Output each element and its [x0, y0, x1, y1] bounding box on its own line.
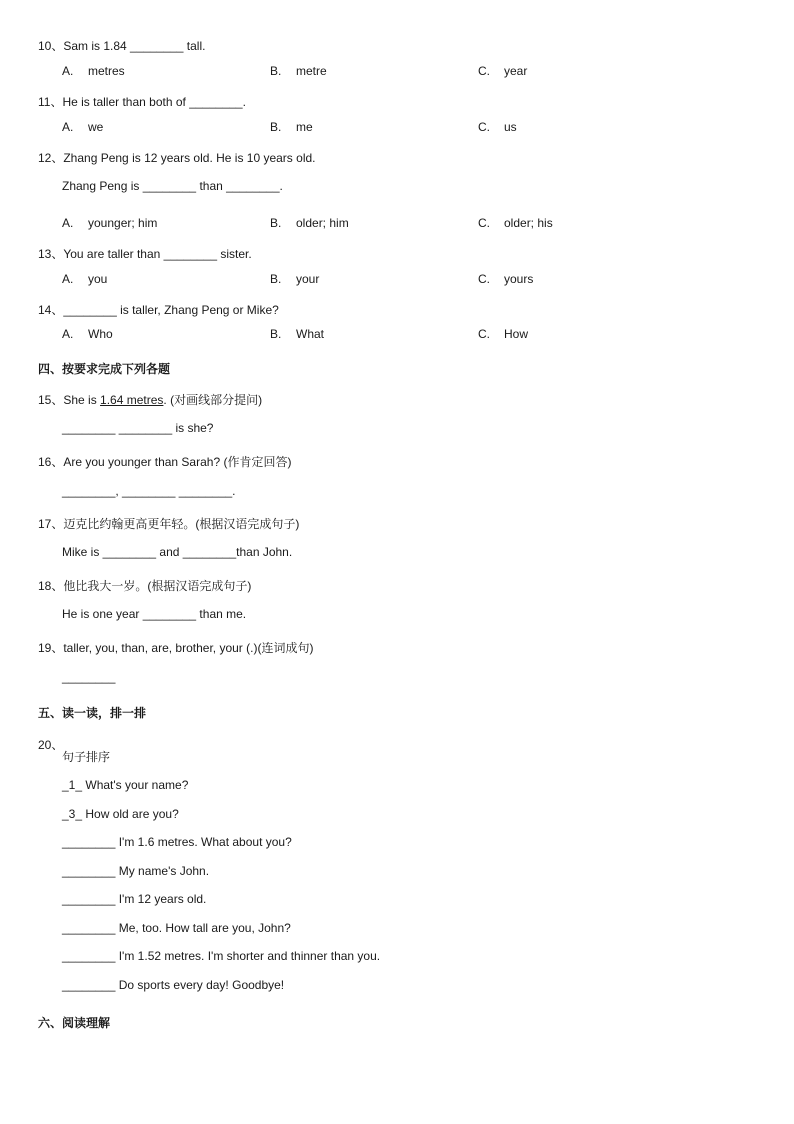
option-text: metre: [296, 64, 327, 78]
sequence-text: I'm 12 years old.: [115, 892, 207, 906]
section-4-heading: 四、按要求完成下列各题: [38, 362, 171, 376]
option-letter: B.: [270, 216, 282, 230]
option-letter: C.: [478, 327, 490, 341]
sequence-blank[interactable]: ________: [62, 978, 116, 992]
question-10-option-a[interactable]: [62, 63, 125, 79]
sequence-text: What's your name?: [82, 778, 189, 792]
sequence-text: Do sports every day! Goodbye!: [115, 978, 285, 992]
option-letter: A.: [62, 120, 74, 134]
option-letter: A.: [62, 327, 74, 341]
question-18-stem: 18、他比我大一岁。(根据汉语完成句子): [38, 579, 252, 593]
option-text: yours: [504, 272, 534, 286]
question-17-answer[interactable]: Mike is ________ and ________than John.: [62, 545, 293, 559]
question-13-stem: 13、You are taller than ________ sister.: [38, 247, 252, 261]
option-letter: C.: [478, 120, 490, 134]
option-text: year: [504, 64, 528, 78]
sequence-text: Me, too. How tall are you, John?: [115, 921, 291, 935]
section-5-heading: 五、读一读，排一排: [38, 706, 147, 720]
option-text: we: [88, 120, 104, 134]
question-12-option-c[interactable]: [478, 215, 553, 231]
sequence-blank[interactable]: ________: [62, 864, 116, 878]
question-10-option-b[interactable]: [270, 63, 327, 79]
option-letter: C.: [478, 216, 490, 230]
sequence-blank[interactable]: ________: [62, 921, 116, 935]
question-11-stem: 11、He is taller than both of ________.: [38, 95, 246, 109]
question-20-title: 句子排序: [62, 750, 111, 764]
option-text: What: [296, 327, 325, 341]
question-11-option-a[interactable]: [62, 119, 103, 135]
stem-prefix: 15、She is: [38, 393, 101, 407]
sequence-item[interactable]: [62, 977, 284, 993]
question-14-stem: 14、________ is taller, Zhang Peng or Mike?: [38, 303, 279, 317]
option-text: you: [88, 272, 108, 286]
option-text: metres: [88, 64, 125, 78]
option-letter: B.: [270, 272, 282, 286]
sequence-blank[interactable]: _3_: [62, 807, 83, 821]
sequence-text: I'm 1.6 metres. What about you?: [115, 835, 292, 849]
option-text: older; him: [296, 216, 349, 230]
sequence-blank[interactable]: _1_: [62, 778, 83, 792]
sequence-item[interactable]: [62, 920, 291, 936]
question-19-answer[interactable]: ________: [62, 670, 116, 684]
option-letter: C.: [478, 272, 490, 286]
option-letter: A.: [62, 272, 74, 286]
question-12-option-b[interactable]: [270, 215, 349, 231]
option-text: younger; him: [88, 216, 158, 230]
question-10-option-c[interactable]: [478, 63, 527, 79]
question-12-option-a[interactable]: [62, 215, 157, 231]
option-text: How: [504, 327, 529, 341]
sequence-item[interactable]: [62, 834, 292, 850]
sequence-text: My name's John.: [115, 864, 210, 878]
sequence-item[interactable]: [62, 891, 206, 907]
sequence-text: I'm 1.52 metres. I'm shorter and thinner than you.: [115, 949, 381, 963]
question-16-stem: 16、Are you younger than Sarah? (作肯定回答): [38, 455, 292, 469]
sequence-item[interactable]: [62, 863, 209, 879]
option-letter: B.: [270, 327, 282, 341]
option-letter: B.: [270, 64, 282, 78]
question-13-option-c[interactable]: [478, 271, 533, 287]
option-text: older; his: [504, 216, 553, 230]
stem-suffix: . (对画线部分提问): [163, 393, 263, 407]
question-13-option-a[interactable]: [62, 271, 107, 287]
sequence-item[interactable]: [62, 948, 380, 964]
option-text: Who: [88, 327, 113, 341]
sequence-text: How old are you?: [82, 807, 179, 821]
section-6-heading: 六、阅读理解: [38, 1016, 111, 1030]
question-18-answer[interactable]: He is one year ________ than me.: [62, 607, 247, 621]
underlined-phrase: 1.64 metres: [100, 393, 164, 407]
question-15-answer[interactable]: ________ ________ is she?: [62, 421, 214, 435]
question-11-option-b[interactable]: [270, 119, 313, 135]
question-15-stem: [38, 392, 262, 408]
option-letter: C.: [478, 64, 490, 78]
option-letter: B.: [270, 120, 282, 134]
option-letter: A.: [62, 216, 74, 230]
sequence-blank[interactable]: ________: [62, 949, 116, 963]
question-13-option-b[interactable]: [270, 271, 319, 287]
option-text: us: [504, 120, 517, 134]
question-19-stem: 19、taller, you, than, are, brother, your (.)(连词成句): [38, 641, 314, 655]
question-10-stem: 10、Sam is 1.84 ________ tall.: [38, 39, 206, 53]
sequence-item[interactable]: [62, 777, 188, 793]
question-11-option-c[interactable]: [478, 119, 517, 135]
question-20-number: 20、: [38, 738, 64, 752]
option-text: me: [296, 120, 313, 134]
sequence-blank[interactable]: ________: [62, 892, 116, 906]
option-letter: A.: [62, 64, 74, 78]
question-12-stem: 12、Zhang Peng is 12 years old. He is 10 years old.: [38, 151, 316, 165]
question-14-option-b[interactable]: [270, 326, 324, 342]
sequence-blank[interactable]: ________: [62, 835, 116, 849]
question-12-sub: Zhang Peng is ________ than ________.: [62, 179, 283, 193]
question-17-stem: 17、迈克比约翰更高更年轻。(根据汉语完成句子): [38, 517, 300, 531]
question-14-option-c[interactable]: [478, 326, 528, 342]
question-16-answer[interactable]: ________, ________ ________.: [62, 484, 236, 498]
option-text: your: [296, 272, 320, 286]
sequence-item[interactable]: [62, 806, 179, 822]
question-14-option-a[interactable]: [62, 326, 113, 342]
